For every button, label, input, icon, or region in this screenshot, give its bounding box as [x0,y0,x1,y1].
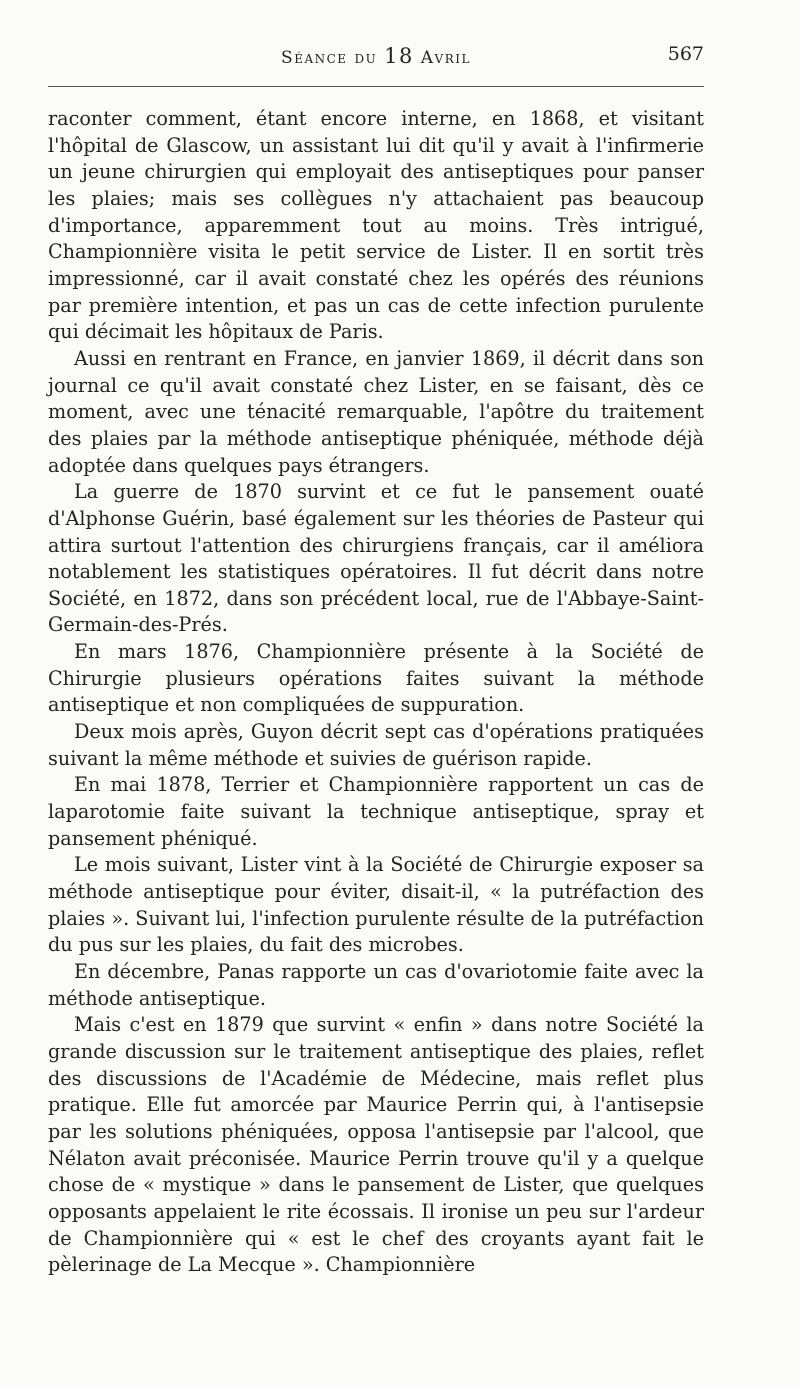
running-head-title-part-2: Avril [420,48,471,68]
running-head [48,44,704,72]
paragraph: Deux mois après, Guyon décrit sept cas d'opérations pratiquées suivant la même méthode et suivies de guérison rapide. [48,720,704,770]
paragraph: En mars 1876, Championnière présente à la Société de Chirurgie plusieurs opérations faites suivant la méthode antiseptique et non compliquées de suppuration. [48,640,704,717]
paragraph: Mais c'est en 1879 que survint « enfin » dans notre Société la grande discussion sur le traitement antiseptique des plaies, reflet des discussions de l'Académie de Médecine, mais reflet plus pratique. Elle fut amorcée par Maurice Perrin qui, à l'antisepsie par les solutions phéniquées, opposa l'antisepsie par l'alcool, que Nélaton avait préconisée. Maurice Perrin trouve qu'il y a quelque chose de « mystique » dans le pansement de Lister, que quelques opposants appelaient le rite écossais. Il ironise un peu sur l'ardeur de Championnière qui « est le chef des croyants ayant fait le pèlerinage de La Mecque ». Championnière [48,1013,704,1277]
body-text [48,106,704,1279]
running-head-title [48,44,704,68]
paragraph: En mai 1878, Terrier et Championnière rapportent un cas de laparotomie faite suivant la technique antiseptique, spray et pansement phéniqué. [48,773,704,850]
running-head-day: 18 [384,44,414,68]
header-rule [48,86,704,87]
paragraph: Aussi en rentrant en France, en janvier 1869, il décrit dans son journal ce qu'il avait constaté chez Lister, en se faisant, dès ce moment, avec une ténacité remarquable, l'apôtre du traitement des plaies par la méthode antiseptique phéniquée, méthode déjà adoptée dans quelques pays étrangers. [48,346,704,477]
running-head-title-part-1: Séance du [281,48,378,68]
paragraph: En décembre, Panas rapporte un cas d'ovariotomie faite avec la méthode antiseptique. [48,960,704,1010]
page-number: 567 [667,43,704,65]
paragraph-continued: raconter comment, étant encore interne, en 1868, et visitant l'hôpital de Glascow, un assistant lui dit qu'il y avait à l'infirmerie un jeune chirurgien qui employait des antiseptiques pour panser les plaies; mais ses collègues n'y attachaient pas beaucoup d'importance, apparemment tout au moins. Très intrigué, Championnière visita le petit service de Lister. Il en sortit très impressionné, car il avait constaté chez les opérés des réunions par première intention, et pas un cas de cette infection purulente qui décimait les hôpitaux de Paris. [48,107,704,344]
paragraph: Le mois suivant, Lister vint à la Société de Chirurgie exposer sa méthode antiseptique pour éviter, disait-il, « la putréfaction des plaies ». Suivant lui, l'infection purulente résulte de la putréfaction du pus sur les plaies, du fait des microbes. [48,853,704,957]
paragraph: La guerre de 1870 survint et ce fut le pansement ouaté d'Alphonse Guérin, basé également sur les théories de Pasteur qui attira surtout l'attention des chirurgiens français, car il améliora notablement les statistiques opératoires. Il fut décrit dans notre Société, en 1872, dans son précédent local, rue de l'Abbaye-Saint-Germain-des-Prés. [48,480,704,637]
